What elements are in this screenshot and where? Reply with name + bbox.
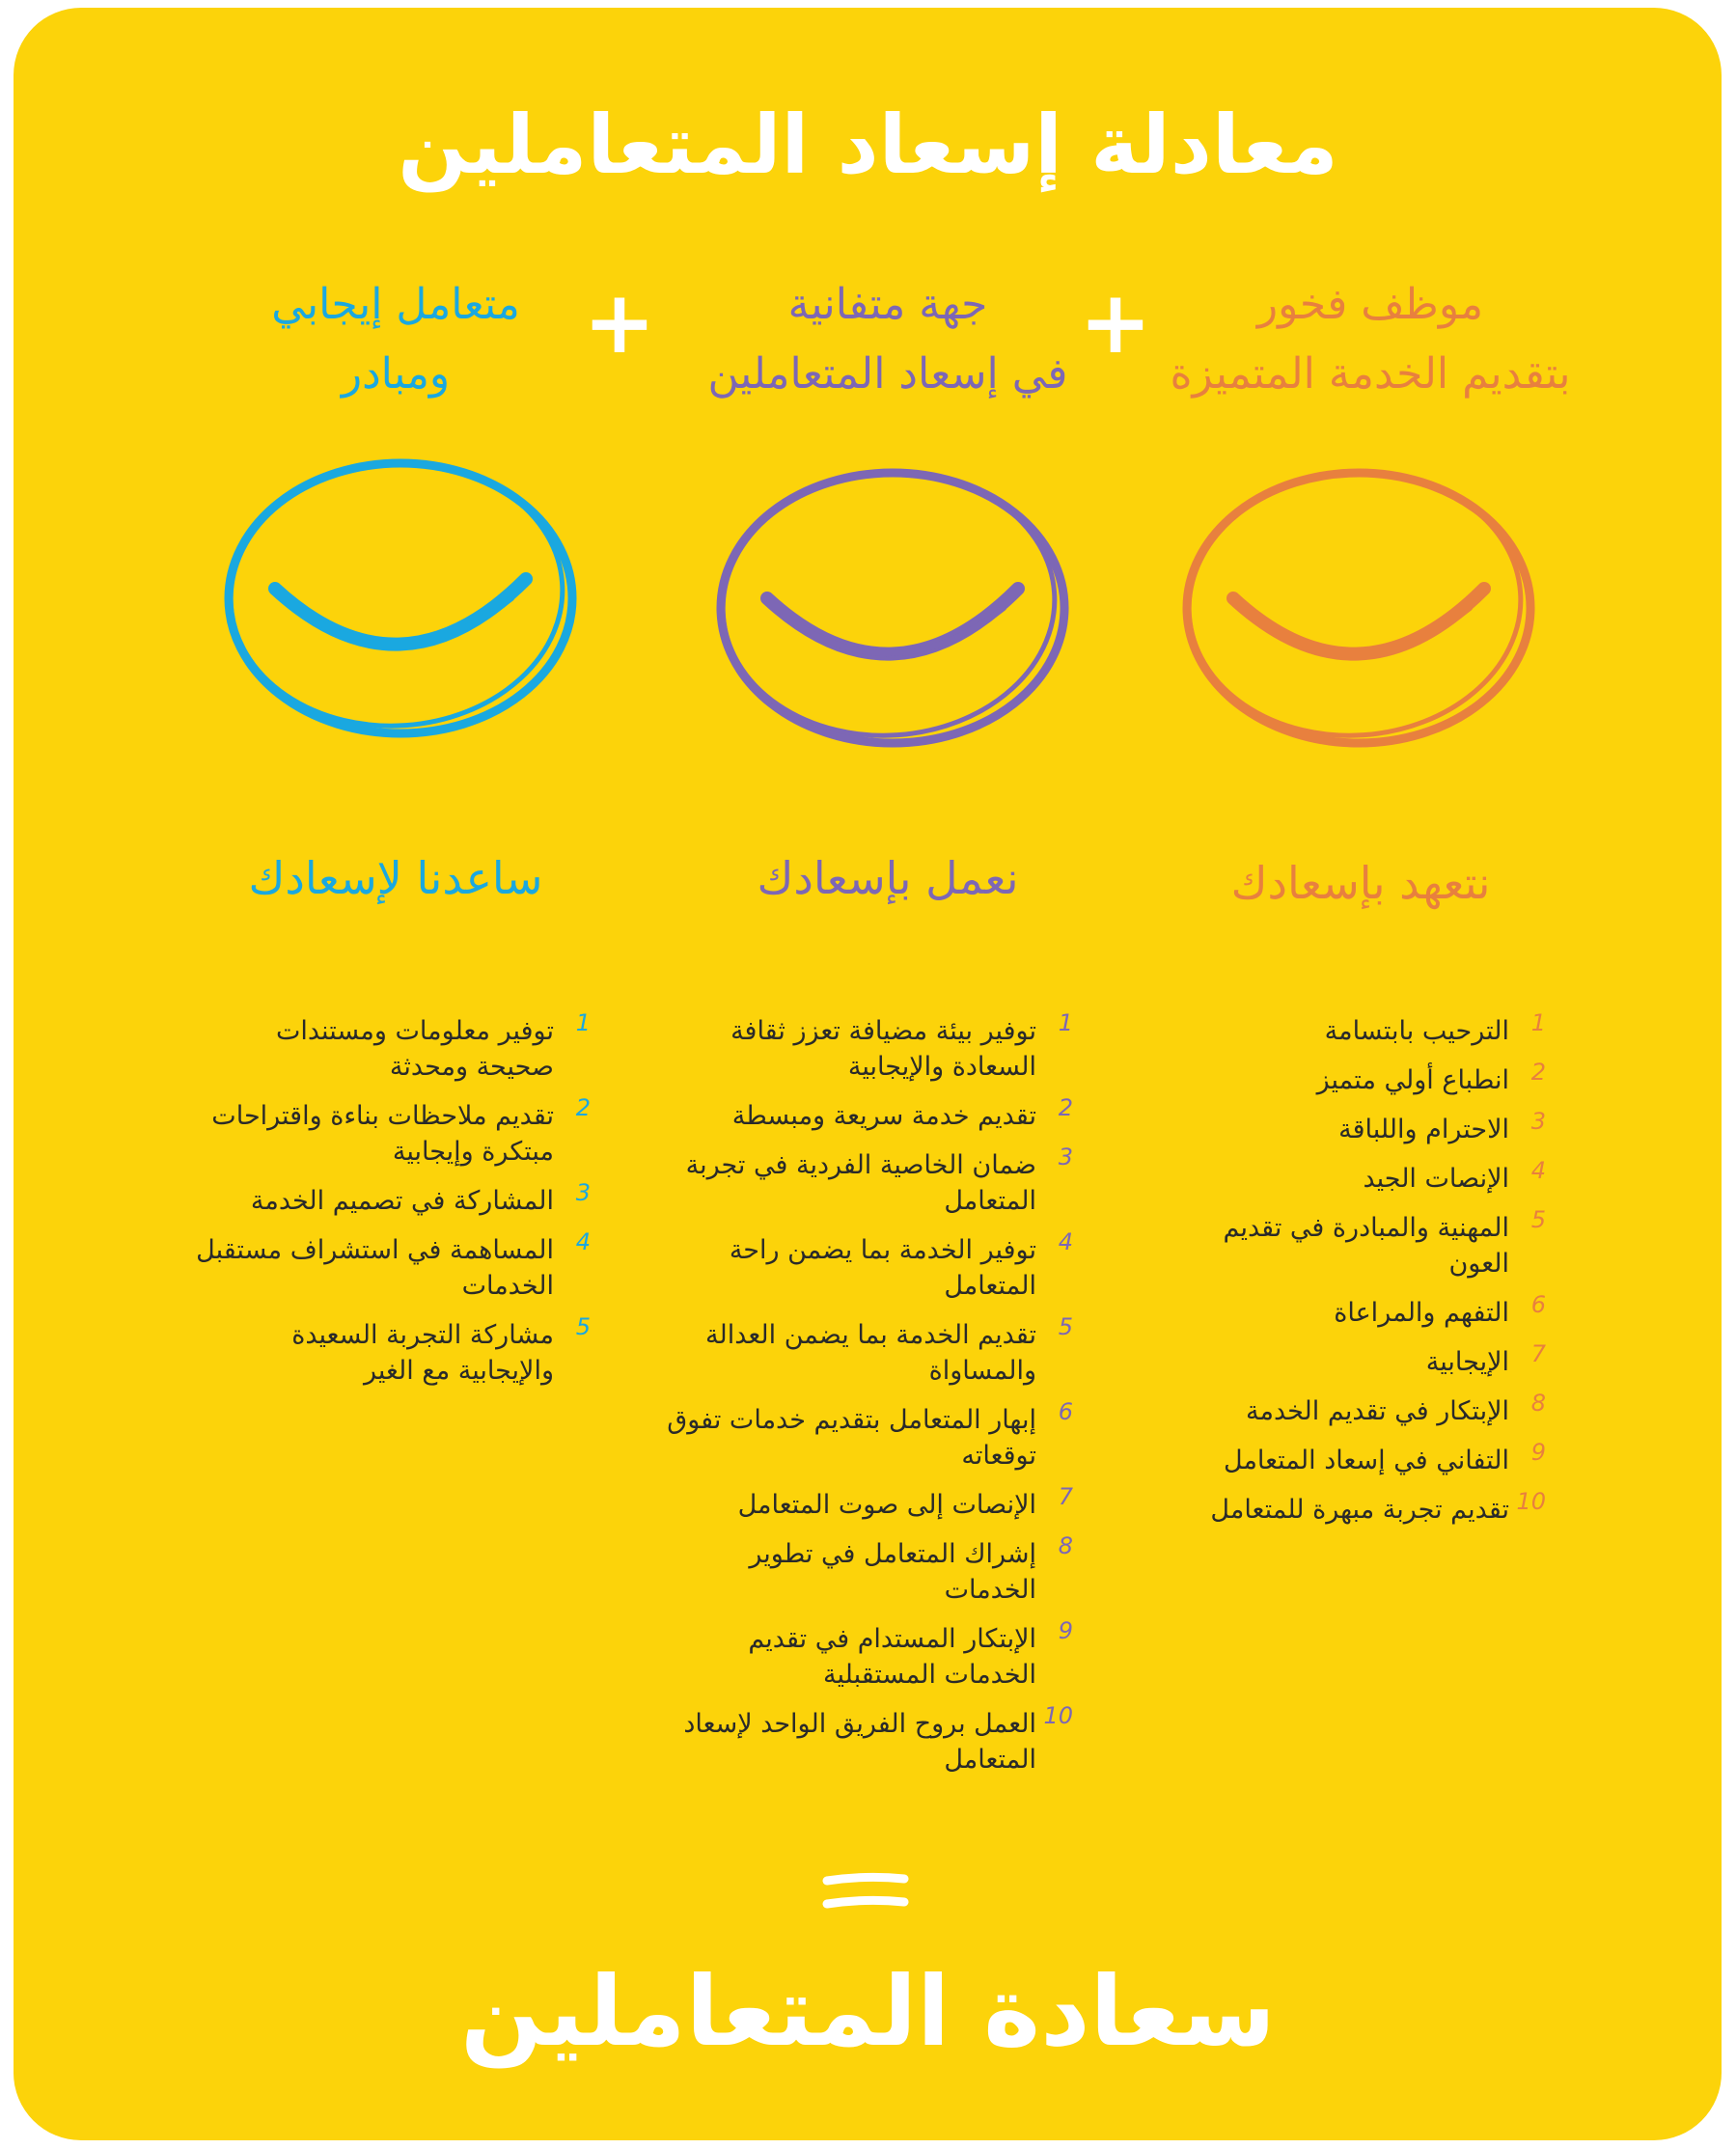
list-item-number: 7 — [1530, 1340, 1546, 1367]
list-item-text: توفير معلومات ومستندات صحيحة ومحدثة — [275, 1016, 554, 1082]
header-line-1: موظف فخور — [1256, 280, 1484, 329]
list-item — [1187, 1488, 1546, 1528]
list-item-text: العمل بروح الفريق الواحد لإسعاد المتعامل — [683, 1709, 1036, 1775]
caption-we-work: نعمل بإسعادك — [757, 852, 1019, 904]
commitments-list-employee — [1187, 1009, 1546, 1541]
list-item-number: 3 — [1530, 1108, 1546, 1135]
list-item — [193, 1313, 591, 1389]
list-item-text: انطباع أولي متميز — [1316, 1065, 1509, 1095]
list-item — [193, 1228, 591, 1304]
header-line-2: ومبادر — [341, 349, 451, 399]
caption-we-pledge: نتعهد بإسعادك — [1230, 857, 1491, 909]
list-item-number: 10 — [1516, 1488, 1546, 1515]
list-item-number: 8 — [1530, 1390, 1546, 1417]
list-item — [1187, 1291, 1546, 1331]
list-item-text: الترحيب بابتسامة — [1324, 1016, 1509, 1046]
header-proud-employee — [1158, 270, 1583, 409]
list-item-number: 5 — [1530, 1206, 1546, 1233]
list-item-number: 1 — [1530, 1009, 1546, 1036]
smiley-blue-icon — [217, 454, 584, 743]
list-item-number: 9 — [1530, 1439, 1546, 1466]
list-item-text: تقديم خدمة سريعة ومبسطة — [731, 1101, 1036, 1131]
list-item — [1187, 1009, 1546, 1049]
list-item — [656, 1228, 1073, 1304]
list-item-number: 4 — [1530, 1157, 1546, 1184]
list-item-number: 2 — [1530, 1059, 1546, 1086]
header-line-1: جهة متفانية — [787, 280, 988, 329]
list-item — [1187, 1340, 1546, 1380]
list-item-number: 4 — [1058, 1228, 1073, 1255]
list-item-number: 2 — [575, 1094, 591, 1121]
list-item-text: توفير بيئة مضيافة تعزز ثقافة السعادة والإيجابية — [730, 1016, 1036, 1082]
list-item — [656, 1617, 1073, 1693]
list-item-text: المهنية والمبادرة في تقديم العون — [1223, 1213, 1509, 1279]
smiley-purple-icon — [709, 463, 1076, 753]
header-line-1: متعامل إيجابي — [271, 280, 520, 329]
list-item-text: التفاني في إسعاد المتعامل — [1224, 1446, 1509, 1475]
list-item — [656, 1143, 1073, 1219]
list-item-number: 4 — [575, 1228, 591, 1255]
list-item-text: الاحترام واللباقة — [1338, 1115, 1509, 1144]
header-dedicated-entity — [675, 270, 1100, 409]
list-item-number: 2 — [1058, 1094, 1073, 1121]
list-item-text: المشاركة في تصميم الخدمة — [250, 1186, 554, 1216]
list-item-text: تقديم تجربة مبهرة للمتعامل — [1210, 1495, 1509, 1525]
page-title: معادلة إسعاد المتعاملين — [398, 97, 1338, 192]
smiley-orange-icon — [1175, 463, 1542, 753]
list-item — [1187, 1157, 1546, 1197]
header-line-2: بتقديم الخدمة المتميزة — [1170, 349, 1571, 399]
list-item-text: تقديم ملاحظات بناءة واقتراحات مبتكرة وإيجابية — [211, 1101, 554, 1167]
list-item-text: الإنصات إلى صوت المتعامل — [737, 1490, 1036, 1520]
list-item-number: 1 — [575, 1009, 591, 1036]
list-item — [656, 1313, 1073, 1389]
list-item-number: 1 — [1058, 1009, 1073, 1036]
list-item-number: 5 — [1058, 1313, 1073, 1340]
list-item-text: الإبتكار المستدام في تقديم الخدمات المستقبلية — [748, 1624, 1036, 1690]
list-item-number: 10 — [1043, 1702, 1073, 1729]
list-item-text: الإنصات الجيد — [1363, 1164, 1509, 1194]
list-item — [656, 1483, 1073, 1523]
list-item-number: 5 — [575, 1313, 591, 1340]
list-item-text: التفهم والمراعاة — [1334, 1298, 1509, 1328]
list-item-number: 6 — [1058, 1398, 1073, 1425]
list-item-number: 8 — [1058, 1532, 1073, 1559]
list-item-number: 7 — [1058, 1483, 1073, 1510]
plus-sign: + — [1079, 272, 1152, 373]
list-item-number: 9 — [1058, 1617, 1073, 1644]
commitments-list-customer — [193, 1009, 591, 1402]
list-item-text: الإبتكار في تقديم الخدمة — [1246, 1396, 1509, 1426]
list-item — [656, 1094, 1073, 1134]
list-item-number: 3 — [575, 1179, 591, 1206]
list-item-text: توفير الخدمة بما يضمن راحة المتعامل — [729, 1235, 1036, 1301]
list-item — [656, 1398, 1073, 1474]
list-item — [1187, 1059, 1546, 1098]
commitments-list-entity — [656, 1009, 1073, 1791]
list-item — [656, 1532, 1073, 1608]
list-item-text: المساهمة في استشراف مستقبل الخدمات — [196, 1235, 554, 1301]
list-item — [656, 1009, 1073, 1085]
header-positive-customer — [183, 270, 608, 409]
list-item-number: 3 — [1058, 1143, 1073, 1171]
list-item — [1187, 1108, 1546, 1147]
list-item-number: 6 — [1530, 1291, 1546, 1318]
list-item — [1187, 1390, 1546, 1429]
header-line-2: في إسعاد المتعاملين — [707, 349, 1068, 399]
list-item — [1187, 1206, 1546, 1281]
list-item — [193, 1009, 591, 1085]
caption-help-us: ساعدنا لإسعادك — [248, 852, 543, 904]
bottom-title: سعادة المتعاملين — [460, 1955, 1276, 2068]
list-item — [193, 1094, 591, 1170]
plus-sign: + — [583, 272, 656, 373]
list-item-text: ضمان الخاصية الفردية في تجربة المتعامل — [685, 1150, 1036, 1216]
list-item-text: الإيجابية — [1425, 1347, 1509, 1377]
list-item — [656, 1702, 1073, 1777]
list-item-text: تقديم الخدمة بما يضمن العدالة والمساواة — [705, 1320, 1036, 1386]
list-item — [193, 1179, 591, 1219]
list-item-text: إبهار المتعامل بتقديم خدمات تفوق توقعاته — [667, 1405, 1036, 1471]
list-item-text: إشراك المتعامل في تطوير الخدمات — [749, 1539, 1036, 1605]
list-item — [1187, 1439, 1546, 1478]
list-item-text: مشاركة التجربة السعيدة والإيجابية مع الغير — [291, 1320, 554, 1386]
equals-sign-icon — [822, 1867, 909, 1915]
